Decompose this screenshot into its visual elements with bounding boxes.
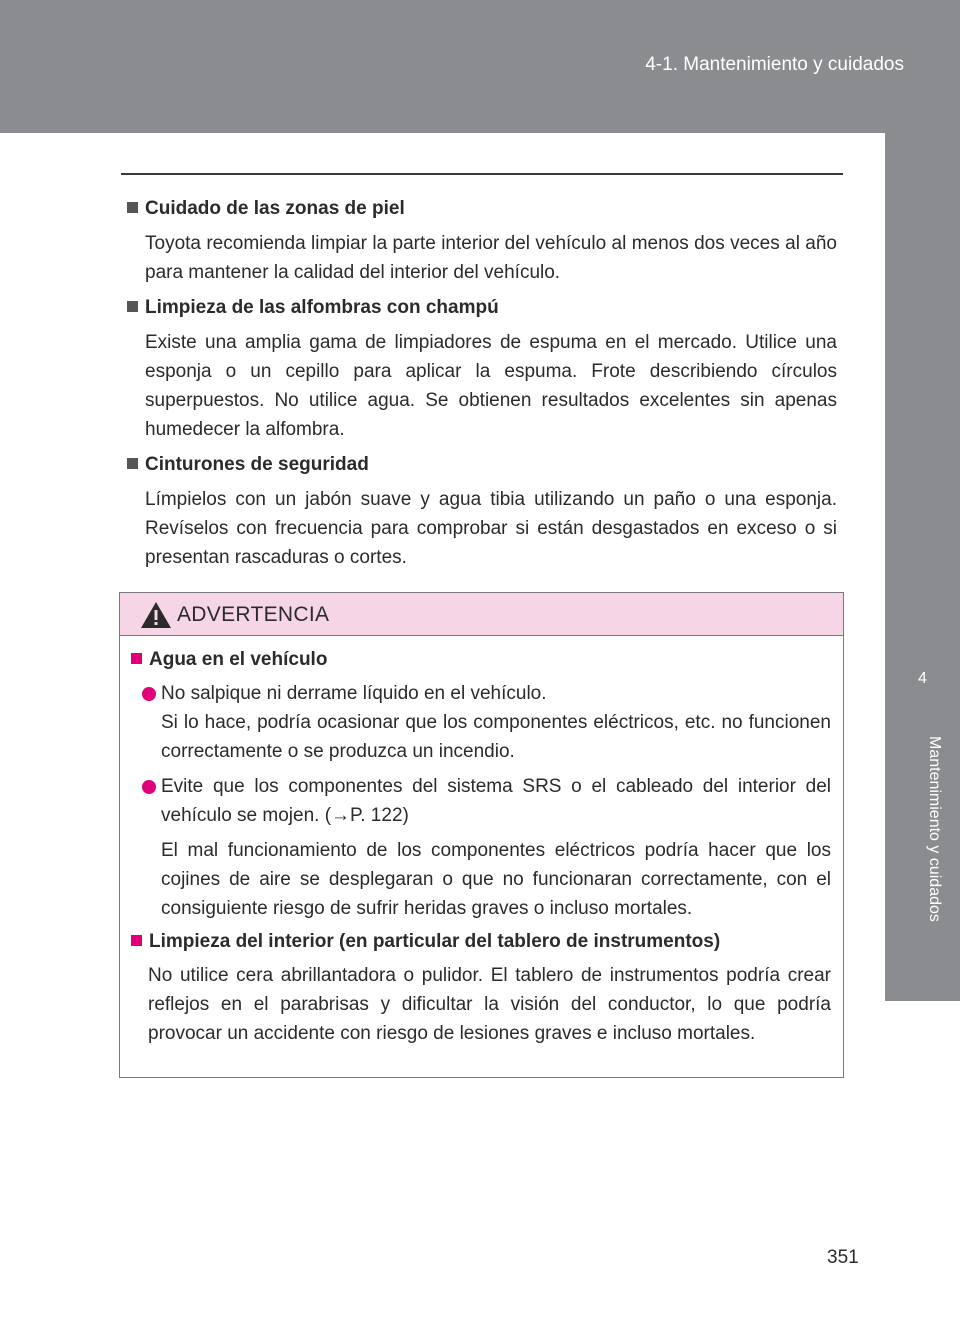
warning-triangle-icon: [140, 601, 172, 629]
section-title: 4-1. Mantenimiento y cuidados: [645, 54, 904, 75]
square-bullet-icon: [131, 935, 142, 946]
warning-paragraph: No utilice cera abrillantadora o pulidor. El tablero de instrumentos podría crear reflejos en el parabrisas y dificultar la visión del conductor, lo que podría provocar un accidente con riesgo de lesiones graves e incluso mortales.: [148, 965, 831, 1044]
square-bullet-icon: [127, 301, 138, 312]
section-paragraph: Toyota recomienda limpiar la parte interior del vehículo al menos dos veces al año para mantener la calidad del interior del vehículo.: [145, 233, 837, 283]
section-heading: [125, 196, 837, 222]
warning-paragraph: El mal funcionamiento de los componentes eléctricos podría hacer que los cojines de aire se desplegaran o que no funcionaran correctamente, con el consiguiente riesgo de sufrir heridas graves o incluso mortales.: [161, 840, 831, 919]
bullet-text: Si lo hace, podría ocasionar que los componentes eléctricos, etc. no funcionen correctamente o se produzca un incendio.: [161, 712, 831, 762]
heading-text: Agua en el vehículo: [149, 649, 328, 670]
warning-header: [120, 593, 843, 636]
bullet-text: Evite que los componentes del sistema SRS o el cableado del interior del vehículo se mojen. (→P. 122): [161, 776, 831, 826]
warning-heading: [128, 929, 831, 955]
main-content: [125, 196, 837, 580]
heading-text: Limpieza de las alfombras con champú: [145, 297, 499, 318]
warning-body: [120, 647, 843, 1048]
square-bullet-icon: [127, 458, 138, 469]
section-heading: [125, 295, 837, 321]
heading-text: Limpieza del interior (en particular del tablero de instrumentos): [149, 931, 721, 952]
warning-heading: [128, 647, 831, 673]
chapter-title: Mantenimiento y cuidados: [926, 736, 943, 922]
square-bullet-icon: [131, 653, 142, 664]
warning-bullet: [128, 772, 831, 830]
round-bullet-icon: [142, 687, 156, 701]
bullet-text: No salpique ni derrame líquido en el vehículo.: [161, 683, 547, 704]
square-bullet-icon: [127, 202, 138, 213]
section-paragraph: Existe una amplia gama de limpiadores de espuma en el mercado. Utilice una esponja o un cepillo para aplicar la espuma. Frote describiendo círculos superpuestos. No utilice agua. Se obtienen resultados excelentes sin apenas humedecer la alfombra.: [145, 332, 837, 440]
warning-bullet: [128, 679, 831, 766]
round-bullet-icon: [142, 780, 156, 794]
page-number: 351: [827, 1247, 859, 1268]
warning-box: [119, 592, 844, 1078]
heading-text: Cuidado de las zonas de piel: [145, 198, 405, 219]
top-rule: [121, 173, 843, 175]
warning-title: ADVERTENCIA: [177, 603, 330, 626]
section-heading: [125, 452, 837, 478]
section-paragraph: Límpielos con un jabón suave y agua tibia utilizando un paño o una esponja. Revíselos con frecuencia para comprobar si están desgastados en exceso o si presentan rascaduras o cortes.: [145, 489, 837, 568]
chapter-side-tab: [885, 133, 960, 1001]
header-band: [0, 0, 960, 133]
heading-text: Cinturones de seguridad: [145, 454, 369, 475]
chapter-number: 4: [918, 670, 927, 687]
